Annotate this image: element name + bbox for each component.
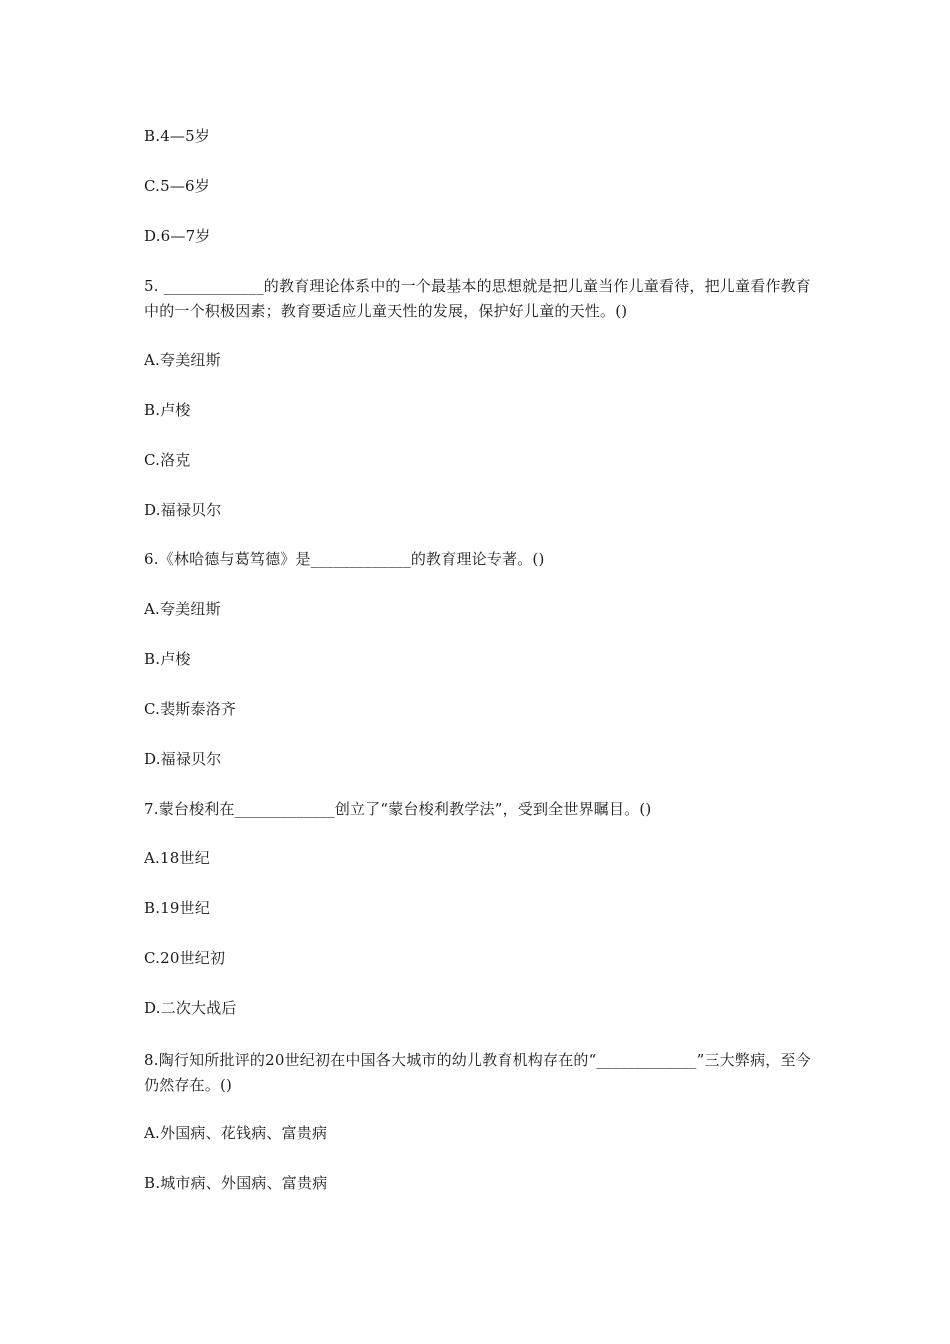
question-text-prefix: 8.陶行知所批评的20世纪初在中国各大城市的幼儿教育机构存在的“ bbox=[144, 1051, 597, 1069]
option-d: D.福禄贝尔 bbox=[144, 750, 222, 768]
option-d: D.二次大战后 bbox=[144, 999, 237, 1017]
option-b: B.19世纪 bbox=[144, 899, 211, 917]
answer-blank: _____________ bbox=[163, 277, 264, 295]
option-d: D.6—7岁 bbox=[144, 227, 211, 245]
option-a: A.外国病、花钱病、富贵病 bbox=[144, 1124, 328, 1142]
question-8-stem bbox=[144, 1048, 814, 1098]
question-text: 的教育理论体系中的一个最基本的思想就是把儿童当作儿童看待，把儿童看作教育中的一个积极因素；教育要适应儿童天性的发展，保护好儿童的天性。() bbox=[144, 277, 812, 320]
option-b: B.卢梭 bbox=[144, 401, 191, 419]
question-7-stem bbox=[144, 799, 651, 819]
option-d: D.福禄贝尔 bbox=[144, 501, 222, 519]
option-b: B.卢梭 bbox=[144, 650, 191, 668]
option-a: A.18世纪 bbox=[144, 849, 210, 867]
option-c: C.洛克 bbox=[144, 451, 191, 469]
question-text-suffix: 创立了“蒙台梭利教学法”，受到全世界瞩目。() bbox=[334, 800, 652, 818]
question-5-stem bbox=[144, 274, 814, 324]
option-b: B.城市病、外国病、富贵病 bbox=[144, 1174, 328, 1192]
question-text-prefix: 6.《林哈德与葛笃德》是 bbox=[144, 550, 311, 568]
option-b: B.4—5岁 bbox=[144, 127, 211, 145]
option-c: C.20世纪初 bbox=[144, 949, 226, 967]
question-text-suffix: ”三大弊病，至今仍然存在。() bbox=[144, 1051, 811, 1094]
answer-blank: _____________ bbox=[596, 1051, 697, 1069]
question-6-stem bbox=[144, 549, 545, 569]
question-number: 5. bbox=[144, 277, 159, 295]
option-a: A.夸美纽斯 bbox=[144, 600, 221, 618]
option-c: C.5—6岁 bbox=[144, 177, 210, 195]
question-text-suffix: 的教育理论专著。() bbox=[410, 550, 545, 568]
option-a: A.夸美纽斯 bbox=[144, 351, 221, 369]
answer-blank: _____________ bbox=[310, 550, 411, 568]
option-c: C.裴斯泰洛齐 bbox=[144, 700, 237, 718]
answer-blank: _____________ bbox=[234, 800, 335, 818]
question-text-prefix: 7.蒙台梭利在 bbox=[144, 800, 235, 818]
